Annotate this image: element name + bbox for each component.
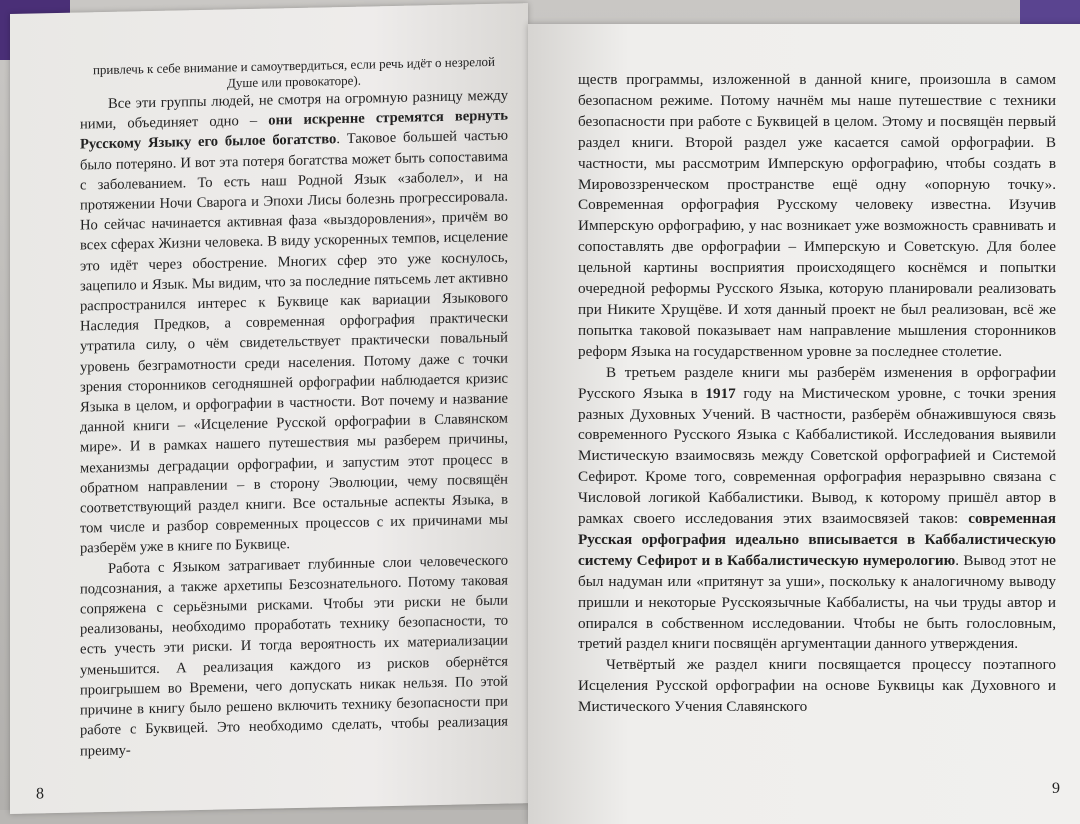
right-page xyxy=(528,24,1080,824)
paragraph xyxy=(578,363,1056,656)
page-number: 9 xyxy=(1052,780,1060,797)
page-number: 8 xyxy=(36,785,44,803)
paragraph xyxy=(80,86,508,560)
paragraph: Работа с Языком затрагивает глубинные слои человеческого подсознания, а также архетипы Безсознательного. Потому таковая сопряжена с серьёзными рисками. Чтобы эти риски не были реализованы, необходимо проработать технику безопасности, то есть учесть эти риски. И тогда вероятность их материализации уменьшится. А реализация каждого из рисков обернётся проигрышем во Времени, чего допускать никак нельзя. По этой причине в книгу было решено включить технику безопасности при работе с Буквицей. Это необходимо сделать, чтобы реализация преиму- xyxy=(80,552,508,760)
paragraph-text: Все эти группы людей, не смотря на огромную разницу между ними, объединяет одно – xyxy=(80,87,508,133)
left-page xyxy=(10,3,528,814)
bold-phrase: современная Русская орфография идеально вписывается в Каббалистическую систему Сефирот и в Каббалистическую нумерологию xyxy=(578,510,1056,569)
paragraph: ществ программы, изложенной в данной книге, произошла в самом безопасном режиме. Потому начнём мы наше путешествие с техники безопасности при работе с Буквицей в целом. Этому и посвящён первый раздел книги. Второй раздел уже касается самой орфографии. В частности, мы рассмотрим Имперскую орфографию, чтобы создать в Мировоззренческом пространстве ещё одну «опорную точку». Современная орфография Русскому человеку известна. Изучив Имперскую орфографию, у нас возникает уже возможность сравнивать и сопоставлять две орфографии – Имперскую и Советскую. Для более цельной картины восприятия происходящего коснёмся и попытки очередной реформы Русского Языка, которую планировали реализовать при Никите Хрущёве. И хотя данный проект не был реализован, всё же попытка таковой показывает нам направление мышления сторонников реформ Языка на государственном уровне за последнее столетие. xyxy=(578,71,1056,360)
paragraph: привлечь к себе внимание и самоутвердиться, если речь идёт о незрелой Душе или провокаторе). xyxy=(92,53,496,91)
paragraph-text: . Вывод этот не был надуман или «притянут за уши», поскольку к аналогичному выводу пришли и некоторые Русскоязычные Каббалисты, на чьи труды автор и опирался в собственном исследовании. Чтобы не быть голословным, третий раздел книги посвящён аргументации данного утверждения. xyxy=(578,551,1057,653)
paragraph-text: году на Мистическом уровне, с точки зрения разных Духовных Учений. В частности, разберём обнажившуюся связь современного Русского Языка с Каббалистикой. Исследования выявили Мистическую взаимосвязь между Советской орфографией и Системой Сефирот. Кроме того, современная орфография неразрывно связана с Числовой логикой Каббалистики. Вывод, к которому пришёл автор в рамках своего исследования этих взаимосвязей таков: xyxy=(578,384,1057,528)
bold-year: 1917 xyxy=(705,384,736,402)
right-page-text xyxy=(578,70,1056,718)
paragraph-text: . Таковое большей частью было потеряно. И вот эта потеря богатства может быть сопоставима с заболеванием. То есть наш Родной Язык «заболел», и на протяжении Ночи Сварога и Эпохи Лисы болезнь прогрессировала. Но сейчас начинается активная фаза «выздоровления», причём во всех сферах Жизни человека. В виду ускоренных темпов, исцеление это идёт через обострение. Многих сфер это уже коснулось, зацепило и Язык. Мы видим, что за последние пятьсемь лет активно распространился интерес к Буквице как вариации Языкового Наследия Предков, а современная орфография практически утратила силу, о чём свидетельствует практически повальный уровень безграмотности среди населения. Потому даже с точки зрения сторонников сегодняшней орфографии наблюдается кризис Языка в целом, и орфографии в частности. Вот почему и название данной книги – «Исцеление Русской орфографии в Славянском мире». И в рамках нашего путешествия мы разберем причины, механизмы деградации орфографии, и запустим этот процесс в обратном направлении – в сторону Эволюции, чему посвящён соответствующий раздел книги. Все остальные аспекты Языка, в том числе и разбор современных процессов с их причинами мы разберём уже в книге по Буквице. xyxy=(80,127,508,558)
left-page-text xyxy=(80,54,508,762)
paragraph: Четвёртый же раздел книги посвящается процессу поэтапного Исцеления Русской орфографии на основе Буквицы как Духовного и Мистического Учения Славянского xyxy=(578,656,1056,716)
bold-phrase: они искренне стремятся вернуть Русскому Языку его былое богатство xyxy=(80,107,508,153)
paragraph-text: В третьем разделе книги мы разберём изменения в орфографии Русского Языка в xyxy=(578,363,1056,402)
